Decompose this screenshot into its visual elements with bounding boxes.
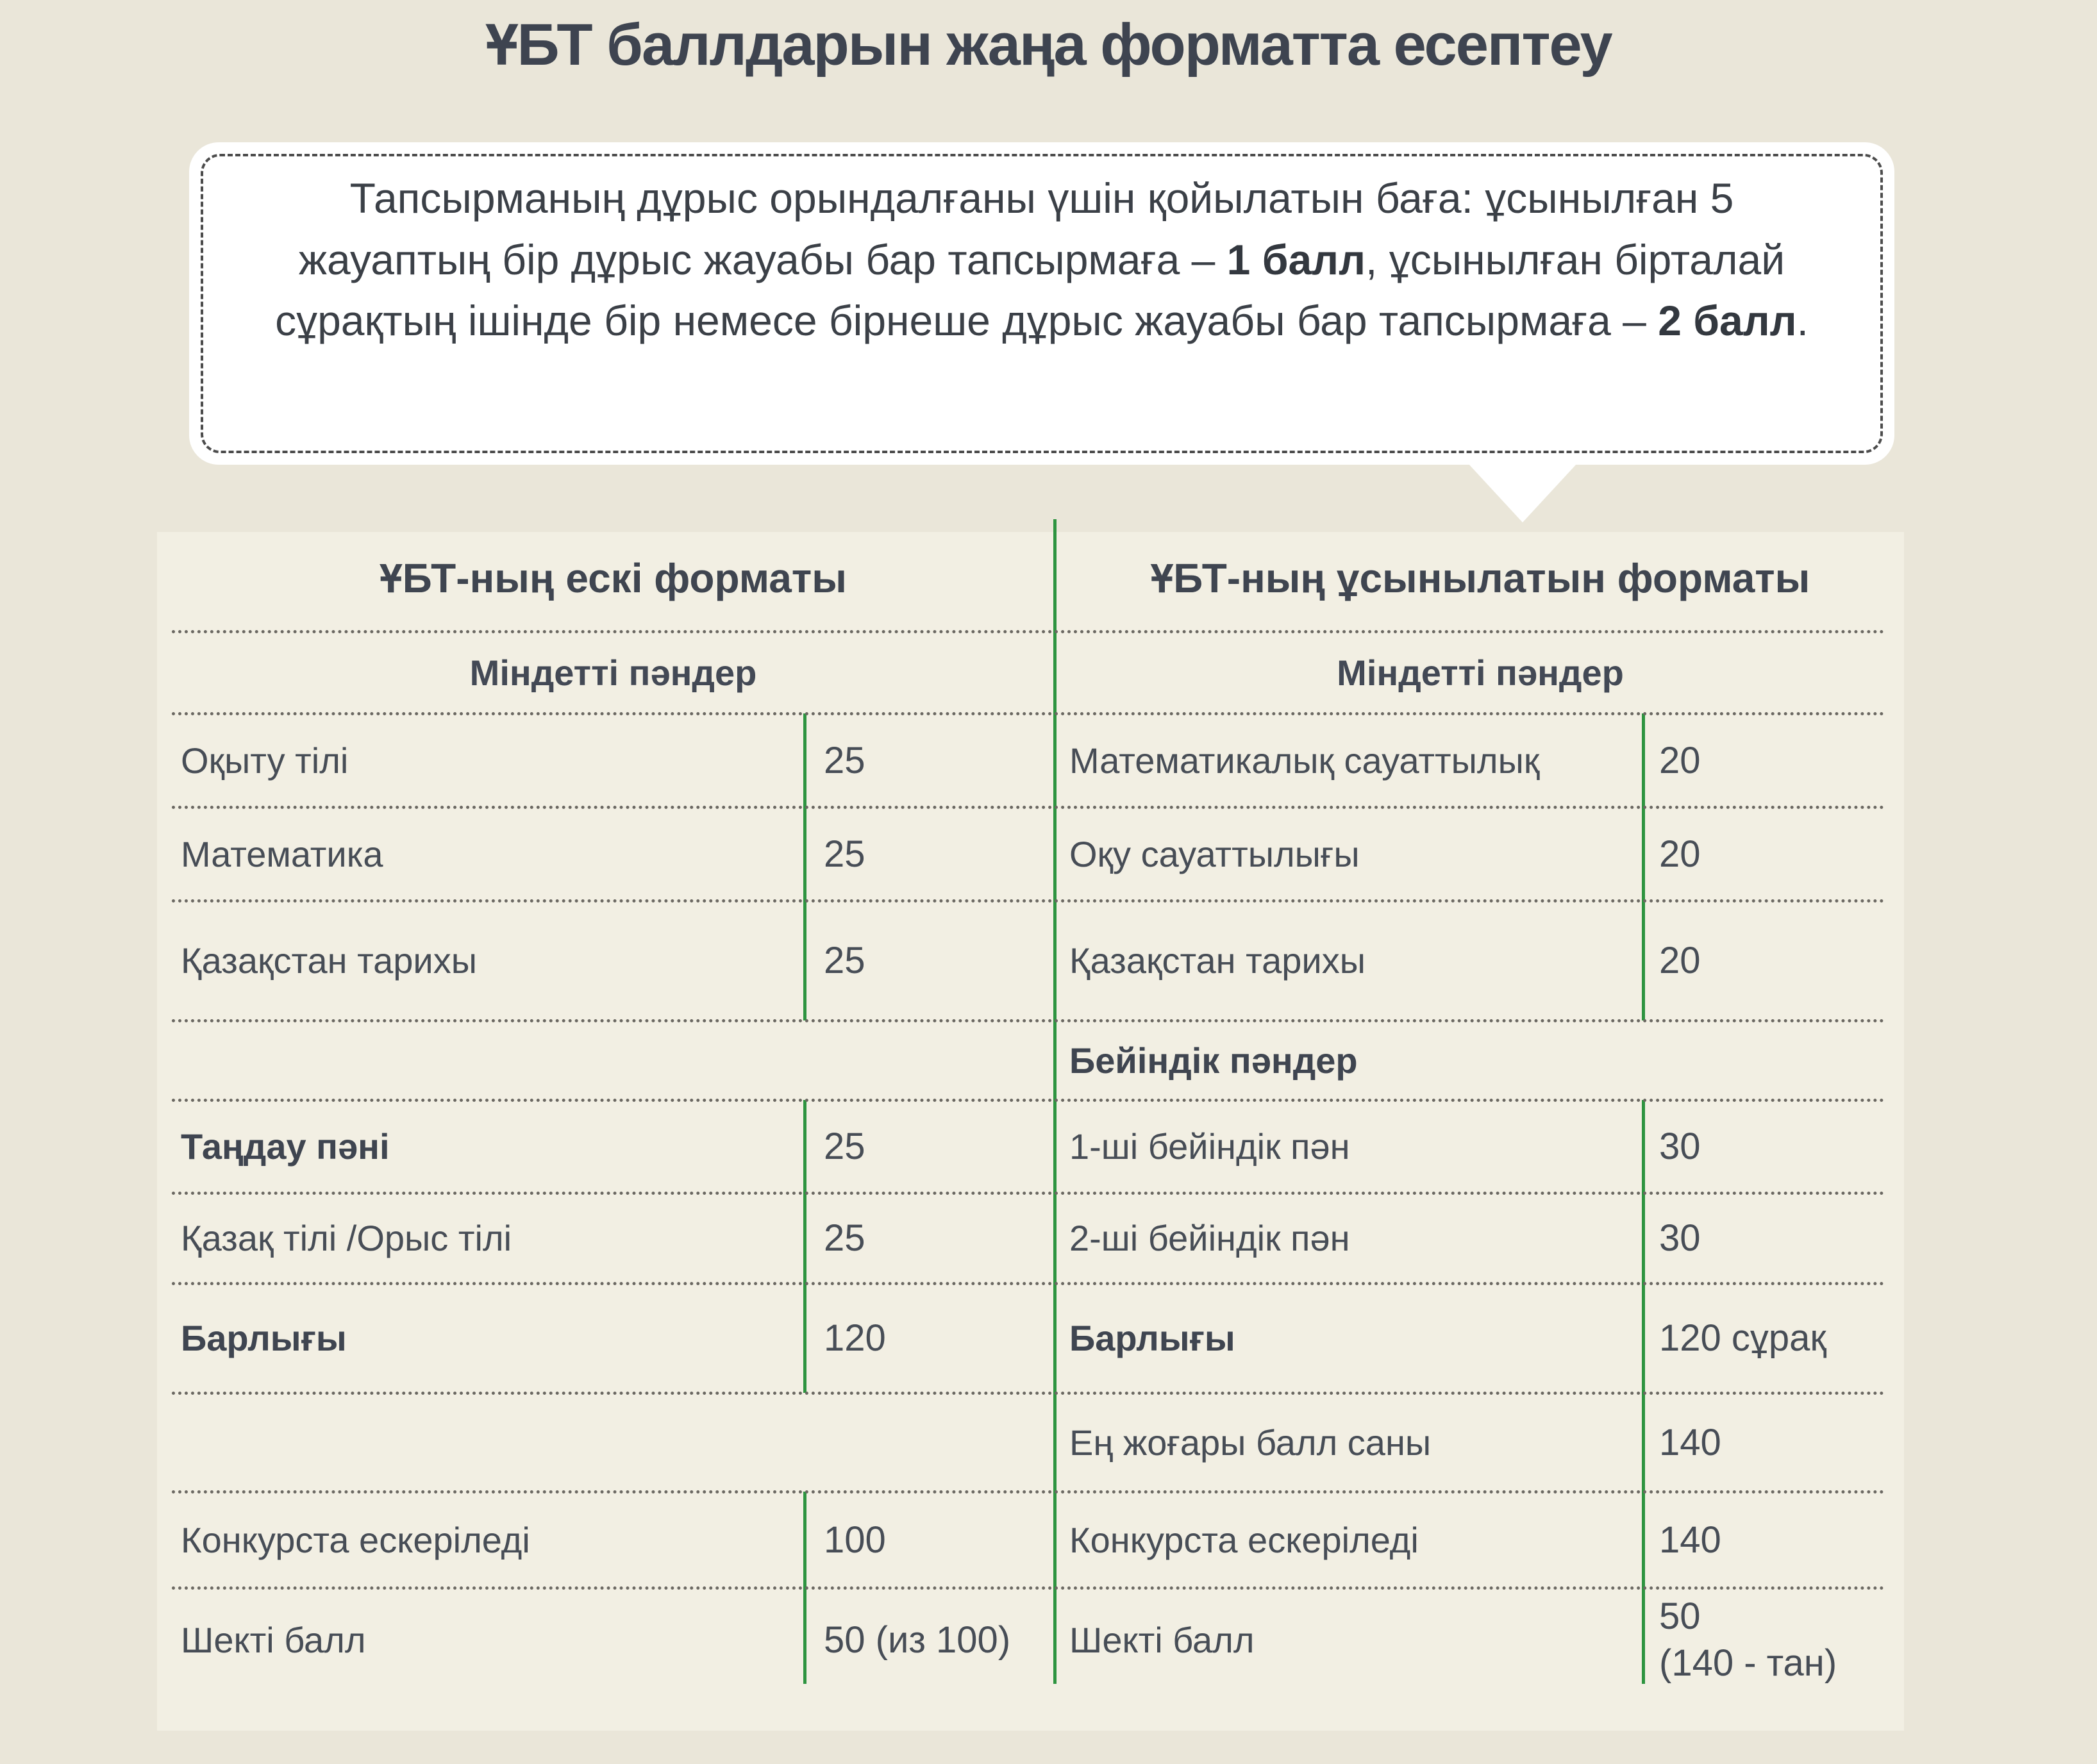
score-value: 25 [824,940,865,981]
subject-label: Математикалық сауаттылық [1069,740,1540,781]
right-score-divider-line-1 [1642,713,1645,1020]
empty-cell [181,1020,796,1100]
subject-label: 1-ші бейіндік пән [1069,1126,1350,1167]
total-value: 120 сұрақ [1659,1317,1826,1359]
callout-segment-1: Тапсырманың дұрыс орындалғаны үшін қойылатын баға: ұсынылған 5 жауаптың бір дұрыс жауабы бар тапсырмаға – [298,174,1734,283]
score-value: 25 [824,833,865,875]
section-header: Бейіндік пәндер [1069,1040,1358,1081]
row-separator [172,630,1885,633]
page-title: ҰБТ баллдарын жаңа форматта есептеу [485,12,1612,78]
callout-bold-1-ball: 1 балл [1226,235,1366,283]
left-subheader: Міндетті пәндер [469,653,757,693]
left-score-divider-line-1 [803,713,806,1020]
total-label: Барлығы [181,1318,347,1358]
subject-label: Конкурста ескеріледі [181,1519,530,1560]
subject-label: 2-ші бейіндік пән [1069,1218,1350,1258]
score-value: 30 [1659,1217,1701,1259]
subject-label: Қазақстан тарихы [181,940,477,981]
callout-segment-3: . [1796,297,1809,345]
subject-label: Оқу сауаттылығы [1069,833,1360,874]
callout-pointer [1468,463,1577,522]
score-value: 100 [824,1519,886,1561]
empty-cell [824,1393,1048,1492]
left-column-header: ҰБТ-ның ескі форматы [380,555,847,601]
empty-cell [824,1020,1048,1100]
score-value-line1: 50 [1659,1595,1701,1637]
callout-text [260,168,1824,352]
subject-label: Конкурста ескеріледі [1069,1519,1419,1560]
right-scores-column [1659,713,1900,1692]
score-value: 140 [1659,1421,1721,1463]
subject-label: Таңдау пәні [181,1126,390,1167]
left-score-divider-line-2 [803,1100,806,1393]
callout-bold-2-ball: 2 балл [1658,297,1797,345]
right-subjects-column [1069,713,1633,1692]
right-column-header: ҰБТ-ның ұсынылатын форматы [1150,555,1810,601]
subject-label: Ең жоғары балл саны [1069,1422,1432,1463]
score-value-line2: (140 - тан) [1659,1642,1837,1684]
score-value: 20 [1659,940,1701,981]
right-subheader: Міндетті пәндер [1337,653,1624,693]
callout-bubble [189,142,1894,465]
score-value: 20 [1659,833,1701,875]
score-value: 25 [824,1126,865,1167]
subject-label: Шекті балл [1069,1620,1255,1660]
score-value: 140 [1659,1519,1721,1561]
total-value: 120 [824,1317,886,1359]
score-value: 30 [1659,1126,1701,1167]
callout-segment-2: , ұсынылған бірталай сұрақтың ішінде бір немесе бірнеше дұрыс жауабы бар тапсырмаға – [275,235,1785,345]
subject-label: Математика [181,833,383,874]
empty-cell [1659,1020,1900,1100]
subject-label: Оқыту тілі [181,740,349,781]
subject-label: Қазақстан тарихы [1069,940,1366,981]
score-value: 25 [824,1217,865,1259]
left-subjects-column [181,713,796,1692]
subject-label: Шекті балл [181,1620,366,1660]
total-label: Барлығы [1069,1318,1235,1358]
subject-label: Қазақ тілі /Орыс тілі [181,1218,512,1258]
empty-cell [181,1393,796,1492]
score-value: 25 [824,739,865,781]
score-value: 50 (из 100) [824,1619,1011,1661]
left-scores-column [824,713,1048,1692]
score-value: 20 [1659,739,1701,781]
score-value-two-line [1659,1588,1900,1692]
